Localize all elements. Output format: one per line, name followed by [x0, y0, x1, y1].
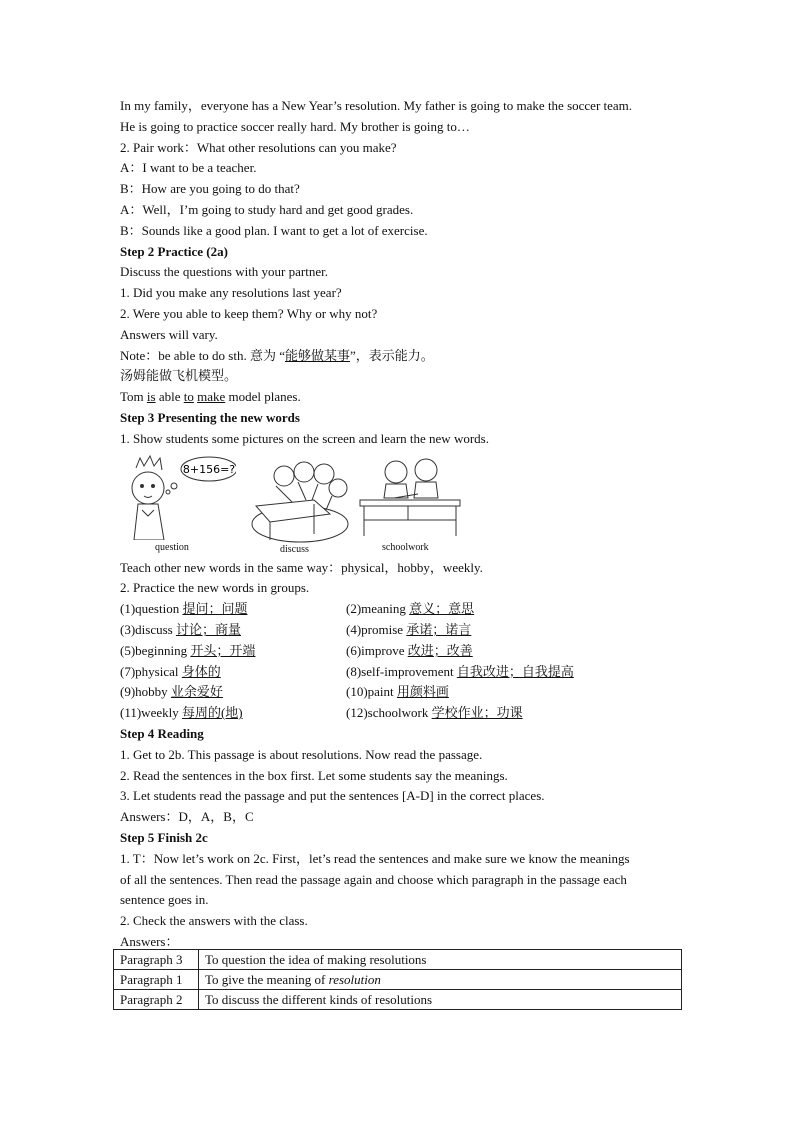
vocab-en: (10)paint: [346, 684, 397, 700]
vocab-left: [120, 682, 346, 703]
vocab-cn: 自我改进；自我提高: [456, 663, 574, 679]
vocab-en: (8)self-improvement: [346, 663, 457, 679]
vocab-right: [346, 599, 474, 620]
vocab-cn: 开头；开端: [190, 642, 256, 658]
paragraph-cell: Paragraph 1: [114, 970, 199, 990]
vocab-en: (6)improve: [346, 642, 408, 658]
dialog-a2: A：Well，I’m going to study hard and get good grades.: [120, 201, 414, 217]
vocab-cn: 身体的: [181, 663, 221, 679]
vocab-row: [120, 599, 682, 620]
step3-show: 1. Show students some pictures on the screen and learn the new words.: [120, 430, 489, 446]
vocab-left: [120, 662, 346, 683]
paragraph-cell: Paragraph 3: [114, 950, 199, 970]
vocab-row: [120, 662, 682, 683]
intro-line-2: He is going to practice soccer really hard. My brother is going to…: [120, 118, 470, 134]
step2-q2: 2. Were you able to keep them? Why or why not?: [120, 305, 378, 321]
step5-line-1: 1. T：Now let’s work on 2c. First，let’s read the sentences and make sure we know the meanings: [120, 850, 630, 866]
document-body: [120, 96, 682, 953]
step3-heading: Step 3 Presenting the new words: [120, 409, 300, 425]
step5-line-3: sentence goes in.: [120, 892, 209, 908]
step3-practice: 2. Practice the new words in groups.: [120, 580, 310, 596]
vocab-cn: 意义；意思: [409, 601, 475, 617]
vocab-en: (4)promise: [346, 621, 407, 637]
question-picture: [126, 454, 236, 540]
paragraph-cell: Paragraph 2: [114, 990, 199, 1010]
vocab-cn: 每周的(地): [181, 705, 243, 721]
step4-line-1: 1. Get to 2b. This passage is about resolutions. Now read the passage.: [120, 746, 483, 762]
dialog-b1: B：How are you going to do that?: [120, 181, 300, 197]
purpose-cell: [199, 990, 682, 1010]
answers-table: [113, 949, 682, 1010]
step3-teach: Teach other new words in the same way：physical，hobby，weekly.: [120, 559, 483, 575]
vocab-cn: 提问；问题: [182, 601, 248, 617]
step4-line-2: 2. Read the sentences in the box first. Let some students say the meanings.: [120, 767, 508, 783]
table-row: [114, 970, 682, 990]
vocab-en: (3)discuss: [120, 621, 176, 637]
vocab-left: [120, 703, 346, 724]
vocab-cn: 业余爱好: [170, 684, 223, 700]
vocab-row: [120, 620, 682, 641]
vocab-right: [346, 641, 473, 662]
step2-note: [120, 346, 682, 367]
vocab-left: [120, 641, 346, 662]
schoolwork-picture: [358, 454, 464, 540]
step4-line-3: 3. Let students read the passage and put the sentences [A-D] in the correct places.: [120, 788, 545, 804]
table-row: [114, 990, 682, 1010]
pair-work-line: 2. Pair work：What other resolutions can you make?: [120, 139, 397, 155]
vocab-row: [120, 703, 682, 724]
note-post: ”，表示能力。: [350, 347, 434, 363]
vocab-pictures: [120, 454, 682, 556]
step2-en-sentence: [120, 387, 682, 408]
vocab-en: (5)beginning: [120, 642, 191, 658]
step2-heading: Step 2 Practice (2a): [120, 243, 228, 259]
vocab-cn: 改进；改善: [407, 642, 473, 658]
vocab-row: [120, 682, 682, 703]
step4-heading: Step 4 Reading: [120, 725, 204, 741]
step2-cn-sentence: 汤姆能做飞机模型。: [120, 368, 238, 384]
vocab-cn: 用颜料画: [396, 684, 449, 700]
vocab-cn: 讨论；商量: [175, 621, 241, 637]
caption-question: question: [155, 541, 189, 553]
purpose-text: To question the idea of making resolutions: [205, 951, 427, 967]
vocab-right: [346, 703, 523, 724]
en-able: able: [155, 389, 184, 405]
en-tom: Tom: [120, 389, 147, 405]
step2-discuss: Discuss the questions with your partner.: [120, 264, 328, 280]
step5-answers: Answers：: [120, 933, 179, 949]
discuss-picture: [248, 454, 354, 544]
vocab-en: (9)hobby: [120, 684, 171, 700]
en-is: is: [146, 389, 156, 405]
vocab-left: [120, 620, 346, 641]
step5-line-2: of all the sentences. Then read the passage again and choose which paragraph in the passage each: [120, 871, 627, 887]
vocab-right: [346, 662, 574, 683]
table-row: [114, 950, 682, 970]
intro-line-1: In my family，everyone has a New Year’s resolution. My father is going to make the soccer team.: [120, 98, 633, 113]
purpose-cell: [199, 950, 682, 970]
vocab-en: (11)weekly: [120, 705, 182, 721]
caption-schoolwork: schoolwork: [382, 541, 429, 553]
note-underlined: 能够做某事: [285, 347, 351, 363]
dialog-a1: A：I want to be a teacher.: [120, 160, 257, 176]
purpose-text: To give the meaning of: [205, 971, 329, 987]
step5-line-4: 2. Check the answers with the class.: [120, 913, 308, 929]
vocab-right: [346, 620, 471, 641]
vocab-en: (12)schoolwork: [346, 705, 432, 721]
vocab-right: [346, 682, 449, 703]
step2-q1: 1. Did you make any resolutions last year?: [120, 285, 342, 301]
step2-answers: Answers will vary.: [120, 326, 218, 342]
step5-heading: Step 5 Finish 2c: [120, 829, 208, 845]
dialog-b2: B：Sounds like a good plan. I want to get a lot of exercise.: [120, 222, 428, 238]
vocab-cn: 学校作业；功课: [431, 705, 523, 721]
caption-discuss: discuss: [280, 543, 309, 555]
en-make: make: [197, 389, 226, 405]
en-to: to: [183, 389, 194, 405]
note-pre: Note：be able to do sth. 意为 “: [120, 347, 285, 363]
vocab-left: [120, 599, 346, 620]
step4-answers: Answers：D，A，B，C: [120, 809, 254, 825]
en-rest: model planes.: [225, 389, 301, 405]
vocab-en: (2)meaning: [346, 601, 410, 617]
vocab-list: [120, 599, 682, 724]
purpose-cell: [199, 970, 682, 990]
purpose-italic: resolution: [328, 971, 381, 987]
vocab-cn: 承诺；诺言: [406, 621, 472, 637]
vocab-en: (1)question: [120, 601, 183, 617]
purpose-text: To discuss the different kinds of resolutions: [205, 991, 433, 1007]
bubble-text: 8+156=?: [182, 462, 236, 476]
vocab-row: [120, 641, 682, 662]
vocab-en: (7)physical: [120, 663, 182, 679]
